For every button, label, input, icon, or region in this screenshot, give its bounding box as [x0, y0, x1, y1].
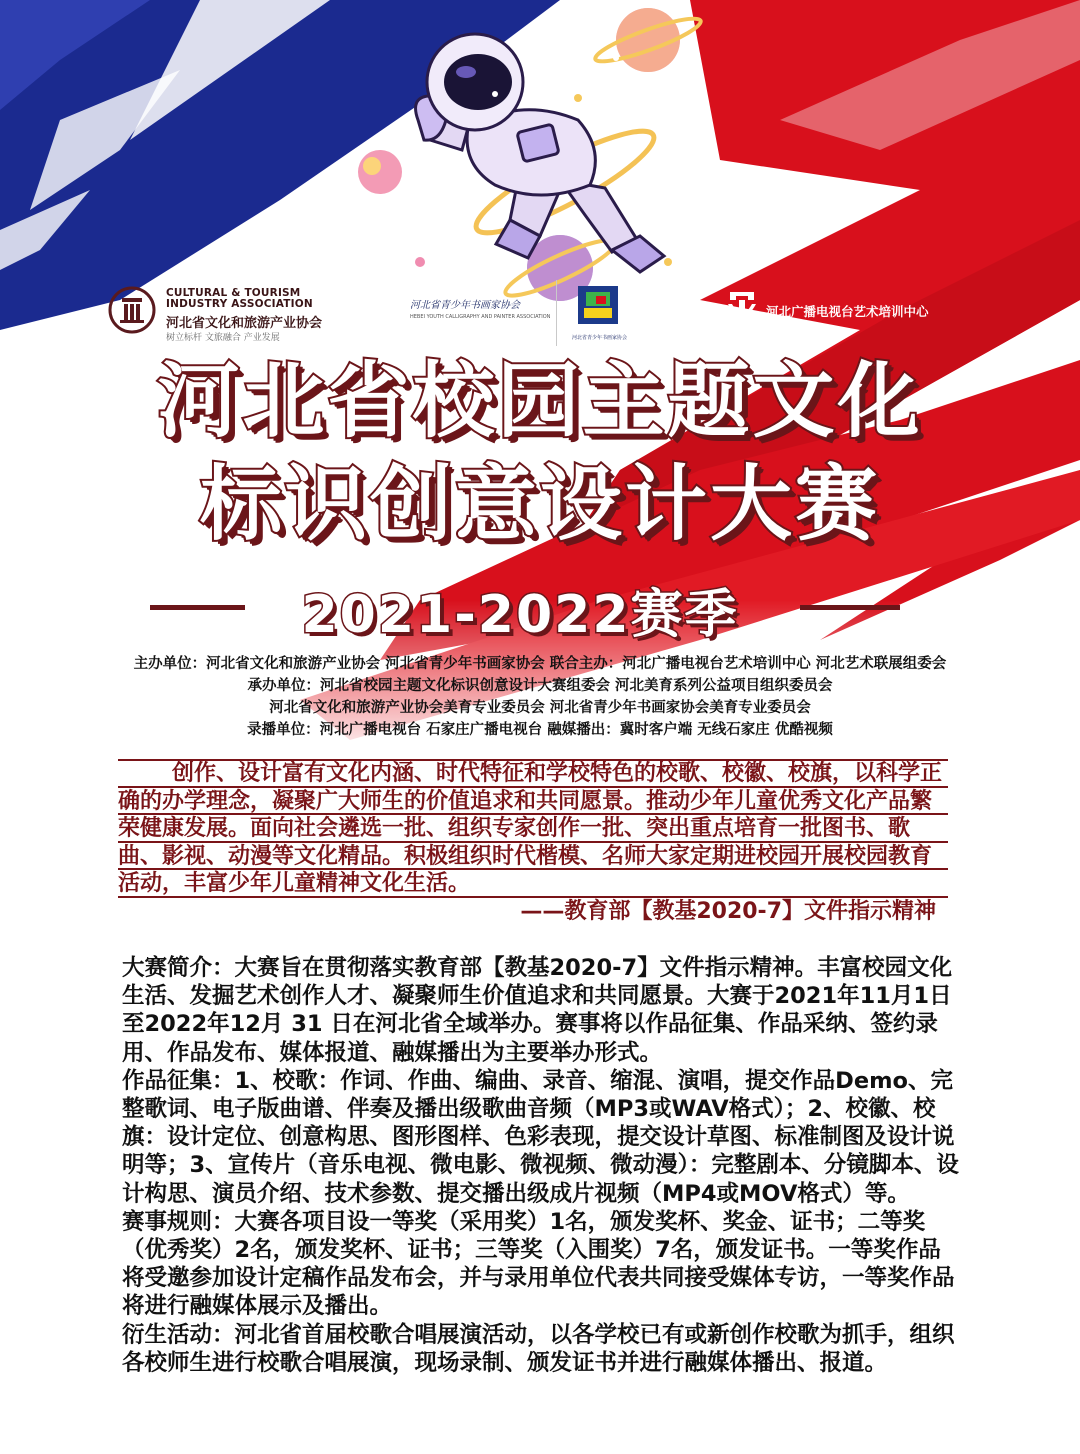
tv-art-training-center-logo	[722, 286, 982, 336]
competition-details	[122, 954, 962, 1377]
organizer-line: 主办单位：河北省文化和旅游产业协会 河北省青少年书画家协会 联合主办：河北广播电视台艺术培训中心 河北艺术联展组委会	[133, 656, 947, 672]
quote-rule	[118, 759, 948, 761]
entry-requirements: 作品征集：1、校歌：作词、作曲、编曲、录音、缩混、演唱，提交作品Demo、完整歌词、电子版曲谱、伴奏及播出级歌曲音频（MP3或WAV格式）；2、校徽、校旗：设计定位、创意构思、图形图样、色彩表现，提交设计草图、标准制图及设计说明等；3、宣传片（音乐电视、微电影、微视频、微动漫）：完整剧本、分镜脚本、设计构思、演员介绍、技术参数、提交播出级成片视频（MP4或MOV格式）等。	[122, 1067, 959, 1207]
derivative-activities: 衍生活动：河北省首届校歌合唱展演活动，以各学校已有或新创作校歌为抓手，组织各校师生进行校歌合唱展演，现场录制、颁发证书并进行融媒体播出、报道。	[122, 1321, 955, 1376]
quote-rule	[118, 786, 948, 788]
competition-rules: 赛事规则：大赛各项目设一等奖（采用奖）1名，颁发奖杯、奖金、证书；二等奖（优秀奖）2名，颁发奖杯、证书；三等奖（入围奖）7名，颁发证书。一等奖作品将受邀参加设计定稿作品发布会，并与录用单位代表共同接受媒体专访，一等奖作品将进行融媒体展示及播出。	[122, 1208, 955, 1320]
arts-exhibition-logo	[572, 282, 642, 348]
main-title-line-2: 标识创意设计大赛	[199, 457, 880, 552]
policy-quote	[118, 760, 948, 925]
quote-text: 创作、设计富有文化内涵、时代特征和学校特色的校歌、校徽、校旗，以科学正确的办学理念，凝聚广大师生的价值追求和共同愿景。推动少年儿童优秀文化产品繁荣健康发展。面向社会遴选一批、组织专家创作一批、突出重点培育一批图书、歌曲、影视、动漫等文化精品。积极组织时代楷模、名师大家定期进校园开展校园教育活动，丰富少年儿童精神文化生活。	[118, 761, 943, 896]
quote-rule	[118, 868, 948, 870]
season-rule-right	[800, 605, 900, 610]
tv-center-emblem-icon	[722, 286, 762, 332]
quote-rule	[118, 813, 948, 815]
logo-divider	[556, 280, 557, 346]
youth-association-chinese-name: 河北省青少年书画家协会	[410, 300, 520, 311]
competition-intro: 大赛简介：大赛旨在贯彻落实教育部【教基2020-7】文件指示精神。丰富校园文化生活、发掘艺术创作人才、凝聚师生价值追求和共同愿景。大赛于2021年11月1日至2022年12月 31 日在河北省全域举办。赛事将以作品征集、作品采纳、签约录用、作品发布、媒体报道、融媒播出为主要举办形式。	[122, 955, 953, 1066]
quote-rule	[118, 896, 948, 898]
arts-exhibition-caption: 河北省青少年书画家协会	[572, 335, 628, 341]
association-english-name: CULTURAL & TOURISM INDUSTRY ASSOCIATION	[166, 287, 313, 310]
organizer-list	[80, 653, 1000, 741]
organizer-line: 承办单位：河北省校园主题文化标识创意设计大赛组委会 河北美育系列公益项目组织委员会	[247, 678, 833, 694]
tv-center-name: 河北广播电视台艺术培训中心	[766, 304, 929, 319]
youth-association-english-name: HEBEI YOUTH CALLIGRAPHY AND PAINTER ASSOCIATION	[410, 314, 551, 320]
cultural-tourism-association-logo	[108, 282, 358, 343]
association-seal-icon	[108, 286, 156, 334]
organizer-line: 河北省文化和旅游产业协会美育专业委员会 河北省青少年书画家协会美育专业委员会	[269, 700, 811, 716]
season-label: 2021-2022赛季	[301, 585, 739, 645]
season-banner	[0, 572, 1080, 645]
association-chinese-name: 河北省文化和旅游产业协会	[166, 316, 323, 331]
logo-row	[0, 268, 1080, 348]
arts-exhibition-emblem-icon	[572, 282, 626, 330]
season-rule-left	[150, 605, 245, 610]
organizer-line: 录播单位：河北广播电视台 石家庄广播电视台 融媒播出：冀时客户端 无线石家庄 优酷视频	[247, 722, 833, 738]
quote-rule	[118, 841, 948, 843]
youth-painters-association-logo	[410, 296, 551, 336]
quote-source: ——教育部【教基2020-7】文件指示精神	[520, 898, 936, 924]
association-slogan: 树立标杆 文旅融合 产业发展	[166, 333, 280, 343]
main-title-line-1: 河北省校园主题文化	[157, 354, 923, 449]
